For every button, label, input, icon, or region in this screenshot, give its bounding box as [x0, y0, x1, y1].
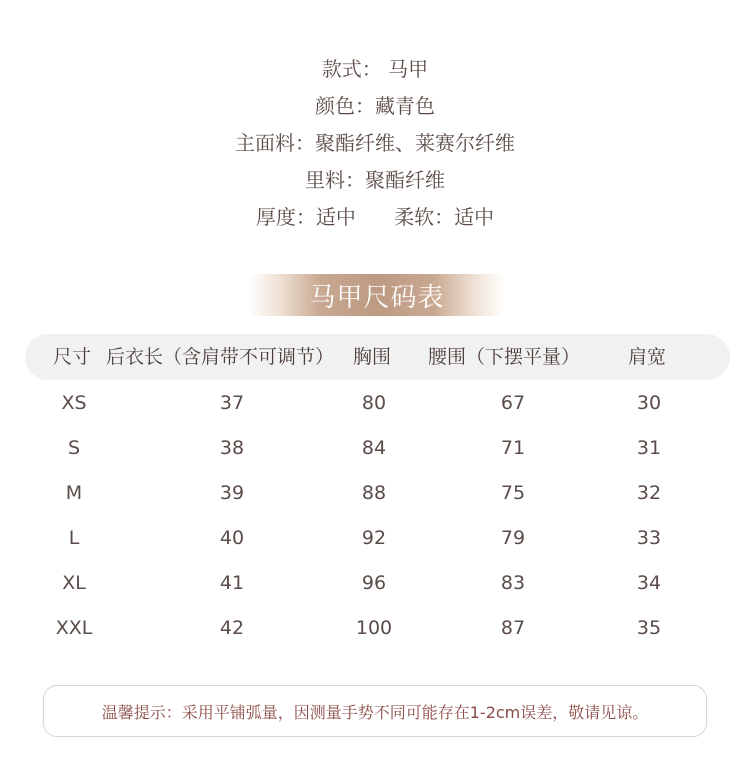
spec-style: 款式： 马甲 [321, 57, 429, 81]
header-chest: 胸围 [353, 346, 392, 368]
cell-size: XS [61, 392, 87, 414]
cell-waist: 71 [500, 437, 526, 459]
cell-chest: 92 [361, 527, 387, 549]
spec-main-fabric: 主面料：聚酯纤维、莱赛尔纤维 [235, 131, 515, 155]
size-table-body [0, 381, 750, 651]
cell-shoulder: 33 [636, 527, 662, 549]
table-row [0, 516, 750, 561]
cell-shoulder: 30 [636, 392, 662, 414]
cell-size: XL [62, 572, 86, 594]
cell-back-length: 41 [219, 572, 245, 594]
cell-waist: 67 [500, 392, 526, 414]
header-waist: 腰围（下摆平量） [428, 346, 581, 368]
cell-shoulder: 32 [636, 482, 662, 504]
cell-size: M [65, 482, 83, 504]
cell-size: S [67, 437, 81, 459]
cell-chest: 100 [355, 617, 393, 639]
cell-waist: 79 [500, 527, 526, 549]
cell-back-length: 39 [219, 482, 245, 504]
cell-shoulder: 31 [636, 437, 662, 459]
cell-back-length: 40 [219, 527, 245, 549]
header-back-length: 后衣长（含肩带不可调节） [106, 346, 335, 368]
measurement-note-box [43, 685, 707, 737]
cell-size: L [68, 527, 80, 549]
cell-shoulder: 34 [636, 572, 662, 594]
header-size: 尺寸 [53, 346, 92, 368]
cell-shoulder: 35 [636, 617, 662, 639]
size-chart-title-banner [249, 274, 505, 316]
cell-waist: 75 [500, 482, 526, 504]
cell-chest: 96 [361, 572, 387, 594]
cell-chest: 84 [361, 437, 387, 459]
product-specs [0, 56, 750, 241]
cell-waist: 83 [500, 572, 526, 594]
size-chart-title: 马甲尺码表 [309, 282, 445, 313]
table-row [0, 426, 750, 471]
table-row [0, 471, 750, 516]
spec-color: 颜色：藏青色 [315, 94, 435, 118]
spec-lining: 里料：聚酯纤维 [305, 168, 445, 192]
table-row [0, 606, 750, 651]
measurement-note: 温馨提示：采用平铺弧量，因测量手势不同可能存在1-2cm误差，敬请见谅。 [101, 702, 649, 722]
table-row [0, 381, 750, 426]
cell-back-length: 42 [219, 617, 245, 639]
cell-chest: 88 [361, 482, 387, 504]
cell-chest: 80 [361, 392, 387, 414]
cell-size: XXL [55, 617, 93, 639]
cell-waist: 87 [500, 617, 526, 639]
cell-back-length: 37 [219, 392, 245, 414]
table-row [0, 561, 750, 606]
cell-back-length: 38 [219, 437, 245, 459]
size-table-header [25, 334, 730, 380]
header-shoulder: 肩宽 [628, 346, 667, 368]
spec-thickness-softness: 厚度：适中 柔软：适中 [255, 205, 495, 229]
